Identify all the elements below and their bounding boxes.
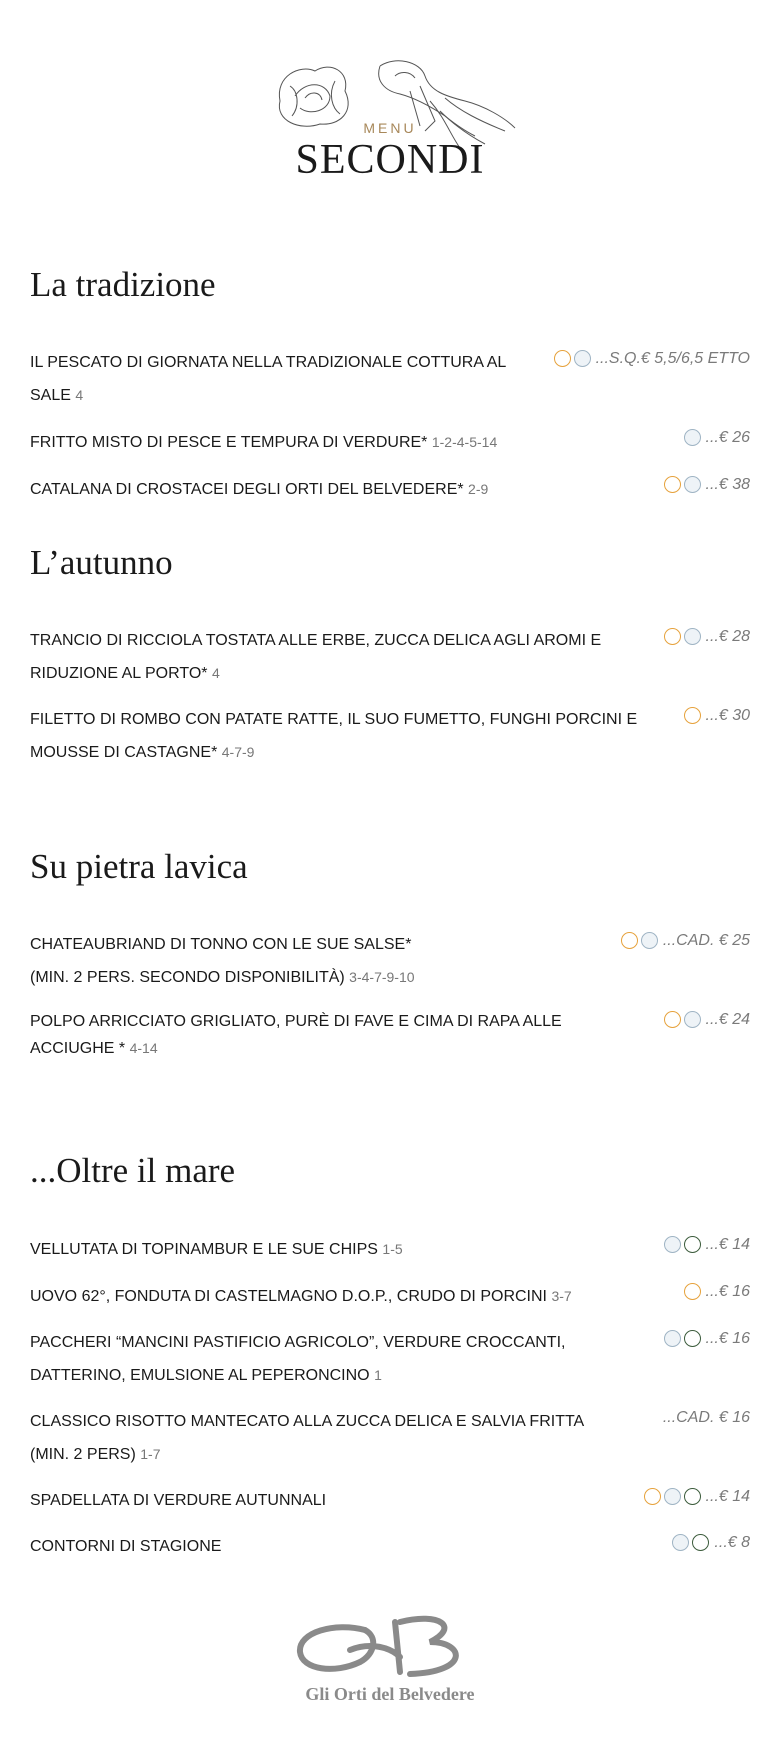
veg-icon bbox=[684, 1488, 701, 1505]
lactose-icon bbox=[684, 476, 701, 493]
lactose-icon bbox=[641, 932, 658, 949]
item-price: ...€ 8 bbox=[714, 1533, 750, 1551]
gluten-icon bbox=[554, 350, 571, 367]
item-description bbox=[30, 1280, 582, 1313]
item-description bbox=[30, 1233, 413, 1266]
item-price: ...CAD. € 25 bbox=[662, 931, 750, 949]
item-allergens: 1-5 bbox=[382, 1240, 403, 1257]
item-description bbox=[30, 1485, 336, 1517]
item-right bbox=[621, 925, 750, 957]
gluten-icon bbox=[684, 1283, 701, 1300]
item-allergens: 4 bbox=[75, 386, 84, 403]
section-title: L’autunno bbox=[30, 543, 173, 582]
item-price: ...€ 30 bbox=[705, 706, 750, 724]
item-price: ...€ 38 bbox=[705, 475, 750, 493]
item-description bbox=[30, 1531, 231, 1563]
gluten-icon bbox=[664, 628, 681, 645]
menu-item bbox=[30, 704, 750, 769]
menu-item bbox=[30, 426, 750, 459]
item-right bbox=[554, 343, 750, 375]
lactose-icon bbox=[684, 1011, 701, 1028]
item-description bbox=[30, 929, 460, 994]
section-title: Su pietra lavica bbox=[30, 847, 248, 886]
menu-item bbox=[30, 929, 750, 994]
item-right bbox=[664, 469, 750, 501]
item-description bbox=[30, 625, 664, 690]
item-name: PACCHERI “MANCINI PASTIFICIO AGRICOLO”, VERDURE CROCCANTI, DATTERINO, EMULSIONE AL PEPERONCINO bbox=[30, 1333, 566, 1384]
item-right bbox=[684, 422, 750, 454]
item-name: TRANCIO DI RICCIOLA TOSTATA ALLE ERBE, ZUCCA DELICA AGLI AROMI E RIDUZIONE AL PORTO* bbox=[30, 631, 602, 682]
section-title: ...Oltre il mare bbox=[30, 1151, 236, 1190]
menu-header bbox=[0, 0, 780, 200]
item-price: ...€ 14 bbox=[705, 1487, 750, 1505]
item-description bbox=[30, 1406, 600, 1471]
item-right bbox=[672, 1527, 750, 1559]
item-price: ...€ 28 bbox=[705, 627, 750, 645]
menu-item bbox=[30, 473, 750, 506]
item-price: ...€ 16 bbox=[705, 1282, 750, 1300]
menu-label: MENU bbox=[363, 120, 417, 136]
lactose-icon bbox=[672, 1534, 689, 1551]
item-allergens: 1-7 bbox=[140, 1445, 161, 1462]
item-name: POLPO ARRICCIATO GRIGLIATO, PURÈ DI FAVE E CIMA DI RAPA ALLE ACCIUGHE * bbox=[30, 1012, 562, 1057]
item-description bbox=[30, 1008, 600, 1062]
item-right bbox=[684, 1276, 750, 1308]
menu-item bbox=[30, 1406, 750, 1471]
section-la-tradizione bbox=[30, 266, 750, 520]
item-price: ...€ 24 bbox=[705, 1010, 750, 1028]
menu-item bbox=[30, 1327, 750, 1392]
item-right bbox=[684, 700, 750, 732]
gluten-icon bbox=[644, 1488, 661, 1505]
menu-item bbox=[30, 625, 750, 690]
item-price: ...S.Q.€ 5,5/6,5 ETTO bbox=[595, 349, 750, 367]
section-oltre-il-mare bbox=[30, 1152, 750, 1577]
item-name: FRITTO MISTO DI PESCE E TEMPURA DI VERDURE* bbox=[30, 433, 428, 451]
item-name: SPADELLATA DI VERDURE AUTUNNALI bbox=[30, 1491, 327, 1509]
lactose-icon bbox=[664, 1488, 681, 1505]
lactose-icon bbox=[664, 1236, 681, 1253]
item-right bbox=[664, 621, 750, 653]
item-allergens: 4-14 bbox=[129, 1039, 158, 1056]
menu-item bbox=[30, 1280, 750, 1313]
item-name: VELLUTATA DI TOPINAMBUR E LE SUE CHIPS bbox=[30, 1240, 378, 1258]
item-price: ...€ 14 bbox=[705, 1235, 750, 1253]
item-name: UOVO 62°, FONDUTA DI CASTELMAGNO D.O.P., CRUDO DI PORCINI bbox=[30, 1287, 547, 1305]
item-allergens: 2-9 bbox=[468, 480, 489, 497]
item-allergens: 1 bbox=[374, 1366, 382, 1383]
menu-item bbox=[30, 1233, 750, 1266]
brand-name: Gli Orti del Belvedere bbox=[305, 1684, 475, 1704]
item-description bbox=[30, 1327, 600, 1392]
item-allergens: 3-4-7-9-10 bbox=[349, 968, 415, 985]
menu-item bbox=[30, 1531, 750, 1563]
item-name: CLASSICO RISOTTO MANTECATO ALLA ZUCCA DELICA E SALVIA FRITTA (MIN. 2 PERS) bbox=[30, 1412, 584, 1463]
lactose-icon bbox=[684, 429, 701, 446]
item-right bbox=[644, 1481, 750, 1513]
section-title: La tradizione bbox=[30, 265, 216, 304]
menu-item bbox=[30, 1485, 750, 1517]
item-name: CHATEAUBRIAND DI TONNO CON LE SUE SALSE* (MIN. 2 PERS. SECONDO DISPONIBILITÀ) bbox=[30, 935, 412, 986]
item-right bbox=[664, 1229, 750, 1261]
item-price: ...€ 16 bbox=[705, 1329, 750, 1347]
menu-item bbox=[30, 347, 750, 412]
item-allergens: 1-2-4-5-14 bbox=[431, 433, 498, 450]
item-description bbox=[30, 704, 680, 769]
item-right bbox=[664, 1323, 750, 1355]
gluten-icon bbox=[664, 1011, 681, 1028]
lactose-icon bbox=[664, 1330, 681, 1347]
item-name: IL PESCATO DI GIORNATA NELLA TRADIZIONALE COTTURA AL SALE bbox=[30, 353, 506, 404]
item-allergens: 4-7-9 bbox=[221, 743, 255, 760]
page-title: SECONDI bbox=[295, 137, 485, 183]
item-name: FILETTO DI ROMBO CON PATATE RATTE, IL SUO FUMETTO, FUNGHI PORCINI E MOUSSE DI CASTAGNE* bbox=[30, 710, 638, 761]
menu-item bbox=[30, 1008, 750, 1062]
veg-icon bbox=[684, 1236, 701, 1253]
item-allergens: 4 bbox=[211, 664, 220, 681]
item-description bbox=[30, 473, 498, 506]
gluten-icon bbox=[664, 476, 681, 493]
gluten-icon bbox=[684, 707, 701, 724]
item-price: ...€ 26 bbox=[705, 428, 750, 446]
item-allergens: 3-7 bbox=[551, 1287, 572, 1304]
veg-icon bbox=[692, 1534, 709, 1551]
brand-logo-icon bbox=[290, 1612, 490, 1722]
item-right bbox=[664, 1004, 750, 1036]
item-name: CONTORNI DI STAGIONE bbox=[30, 1537, 222, 1555]
item-description bbox=[30, 347, 554, 412]
gluten-icon bbox=[621, 932, 638, 949]
item-right bbox=[661, 1402, 750, 1434]
section-su-pietra-lavica bbox=[30, 848, 750, 1076]
item-description bbox=[30, 426, 507, 459]
item-name: CATALANA DI CROSTACEI DEGLI ORTI DEL BELVEDERE* bbox=[30, 480, 464, 498]
veg-icon bbox=[684, 1330, 701, 1347]
section-l-autunno bbox=[30, 544, 750, 783]
item-price: ...CAD. € 16 bbox=[662, 1408, 750, 1426]
lactose-icon bbox=[574, 350, 591, 367]
lactose-icon bbox=[684, 628, 701, 645]
